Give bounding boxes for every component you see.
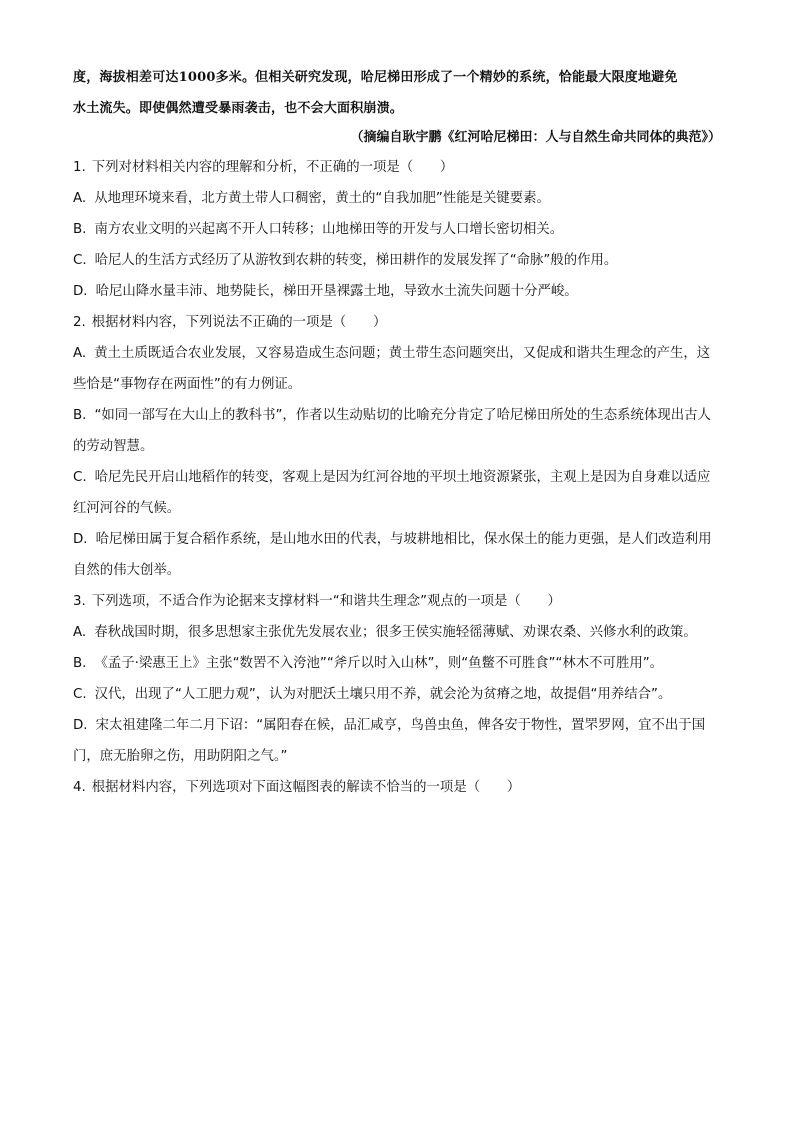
option-label: D.	[73, 284, 88, 299]
passage-source: （摘编自耿宇鹏《红河哈尼梯田：人与自然生命共同体的典范》）	[350, 130, 721, 145]
option-label: A.	[73, 191, 87, 206]
option-c	[73, 679, 721, 710]
option-text: 黄土土质既适合农业发展，又容易造成生态问题；黄土带生态问题突出，又促成和谐共生理念的产生，这些恰是“事物存在两面性”的有力例证。	[73, 346, 711, 392]
option-d	[73, 524, 721, 586]
page-content	[73, 62, 721, 803]
option-b	[73, 214, 721, 245]
option-c	[73, 462, 721, 524]
option-label: B.	[73, 222, 87, 237]
option-label: A.	[73, 625, 87, 640]
option-text: 哈尼人的生活方式经历了从游牧到农耕的转变，梯田耕作的发展发挥了“命脉”般的作用。	[94, 253, 618, 268]
option-text: 春秋战国时期，很多思想家主张优先发展农业；很多王侯实施轻徭薄赋、劝课农桑、兴修水利的政策。	[94, 625, 697, 640]
option-a	[73, 183, 721, 214]
option-c	[73, 245, 721, 276]
question-number: 1.	[73, 160, 86, 175]
question-stem: 根据材料内容，下列选项对下面这幅图表的解读不恰当的一项是（ ）	[91, 780, 521, 795]
option-d	[73, 276, 721, 307]
option-label: A.	[73, 346, 87, 361]
question-2	[73, 307, 721, 586]
question-number: 2.	[73, 315, 86, 330]
passage-line: 水土流失。即使偶然遭受暴雨袭击，也不会大面积崩溃。	[73, 101, 404, 116]
question-4	[73, 772, 721, 803]
option-label: D.	[73, 718, 88, 733]
option-label: B.	[73, 408, 87, 423]
option-label: D.	[73, 532, 88, 547]
option-text: “如同一部写在大山上的教科书”，作者以生动贴切的比喻充分肯定了哈尼梯田所处的生态系统体现出古人的劳动智慧。	[73, 408, 711, 454]
option-a	[73, 617, 721, 648]
question-stem: 下列对材料相关内容的理解和分析，不正确的一项是（ ）	[91, 160, 454, 175]
option-text: 《孟子·梁惠王上》主张“数罟不入洿池”“斧斤以时入山林”，则“鱼鳖不可胜食”“林木不可胜用”。	[94, 656, 664, 671]
option-a	[73, 338, 721, 400]
option-text: 南方农业文明的兴起离不开人口转移；山地梯田等的开发与人口增长密切相关。	[94, 222, 564, 237]
option-label: C.	[73, 687, 87, 702]
question-number: 4.	[73, 780, 86, 795]
option-b	[73, 400, 721, 462]
option-text: 哈尼梯田属于复合稻作系统，是山地水田的代表，与坡耕地相比，保水保土的能力更强，是人们改造利用自然的伟大创举。	[73, 532, 712, 578]
option-text: 哈尼山降水量丰沛、地势陡长，梯田开垦裸露土地，导致水土流失问题十分严峻。	[95, 284, 578, 299]
option-label: C.	[73, 253, 87, 268]
question-3	[73, 586, 721, 772]
option-text: 从地理环境来看，北方黄土带人口稠密，黄土的“自我加肥”性能是关键要素。	[94, 191, 550, 206]
option-label: C.	[73, 470, 87, 485]
passage-line: 度，海拔相差可达1000多米。但相关研究发现，哈尼梯田形成了一个精妙的系统，恰能最大限度地避免	[73, 70, 678, 85]
option-text: 宋太祖建隆二年二月下诏：“属阳春在候，品汇咸亨，鸟兽虫鱼，俾各安于物性，置罘罗网，宜不出于国门，庶无胎卵之伤，用助阴阳之气。”	[73, 718, 706, 764]
option-text: 哈尼先民开启山地稻作的转变，客观上是因为红河谷地的平坝土地资源紧张，主观上是因为自身难以适应红河河谷的气候。	[73, 470, 711, 516]
option-label: B.	[73, 656, 87, 671]
question-1	[73, 152, 721, 307]
question-number: 3.	[73, 594, 86, 609]
option-d	[73, 710, 721, 772]
question-stem: 下列选项，不适合作为论据来支撑材料一“和谐共生理念”观点的一项是（ ）	[91, 594, 561, 609]
option-text: 汉代，出现了“人工肥力观”，认为对肥沃土壤只用不养，就会沦为贫瘠之地，故提倡“用养结合”。	[94, 687, 672, 702]
option-b	[73, 648, 721, 679]
question-stem: 根据材料内容，下列说法不正确的一项是（ ）	[91, 315, 387, 330]
